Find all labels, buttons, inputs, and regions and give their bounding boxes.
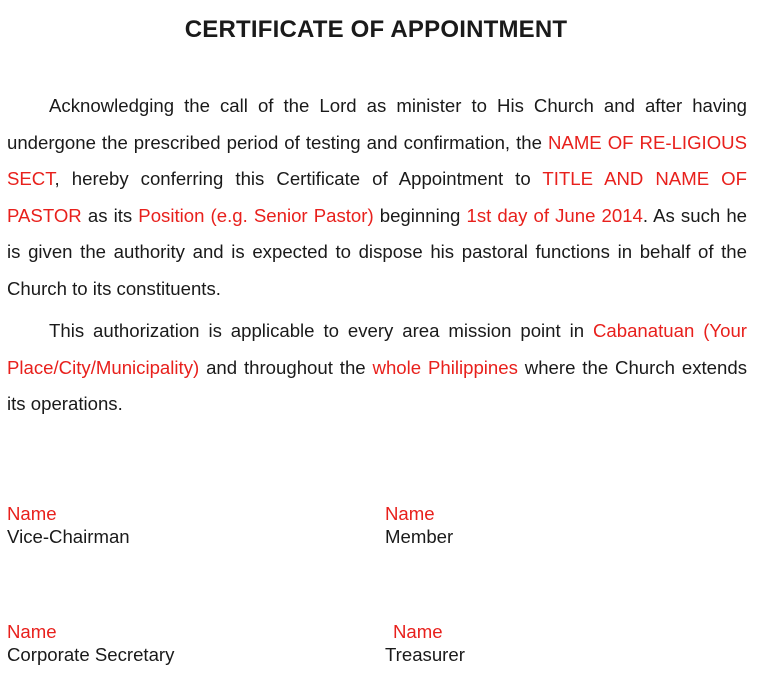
position-placeholder: Position (e.g. Senior Pastor) bbox=[138, 204, 374, 226]
para2-text-3: where the Church extends its operations. bbox=[7, 356, 747, 414]
signatory-corporate-secretary bbox=[7, 620, 174, 666]
country-placeholder: whole Philippines bbox=[372, 356, 518, 378]
signatory-role: Treasurer bbox=[385, 644, 465, 665]
signatory-name: Name bbox=[7, 503, 57, 524]
para2-text-2: and throughout the bbox=[199, 356, 373, 378]
para1-text-1: Acknowledging the call of the Lord as minister to His Church and after having undergone the prescribed period of testing and confirmation, the bbox=[7, 95, 747, 153]
signatory-name: Name bbox=[385, 503, 435, 524]
signatory-name: Name bbox=[7, 621, 57, 642]
date-placeholder: 1st day of June 2014 bbox=[466, 204, 643, 226]
signatory-role: Vice-Chairman bbox=[7, 526, 130, 547]
religious-sect-placeholder: NAME OF RE-LIGIOUS SECT bbox=[7, 131, 747, 189]
para1-text-4: beginning bbox=[373, 204, 467, 226]
acknowledgement-paragraph bbox=[7, 88, 747, 307]
signatory-name: Name bbox=[393, 621, 443, 642]
signatory-member bbox=[385, 502, 453, 548]
para1-text-2: , hereby conferring this Certificate of Appointment to bbox=[54, 168, 543, 189]
authorization-paragraph bbox=[7, 313, 747, 423]
certificate-title: CERTIFICATE OF APPOINTMENT bbox=[184, 16, 568, 43]
signatory-role: Corporate Secretary bbox=[7, 644, 175, 665]
para1-text-3: as its bbox=[81, 204, 139, 226]
signatory-vice-chairman bbox=[7, 502, 130, 548]
para2-text-1: This authorization is applicable to every area mission point in bbox=[49, 320, 593, 341]
pastor-name-placeholder: TITLE AND NAME OF PASTOR bbox=[7, 168, 747, 226]
signatory-role: Member bbox=[385, 526, 454, 547]
signatory-treasurer bbox=[385, 620, 465, 666]
place-placeholder: Cabanatuan (Your Place/City/Municipality) bbox=[7, 320, 747, 378]
para1-text-5: . As such he is given the authority and is expected to dispose his pastoral functions in behalf of the Church to its constituents. bbox=[7, 204, 747, 299]
